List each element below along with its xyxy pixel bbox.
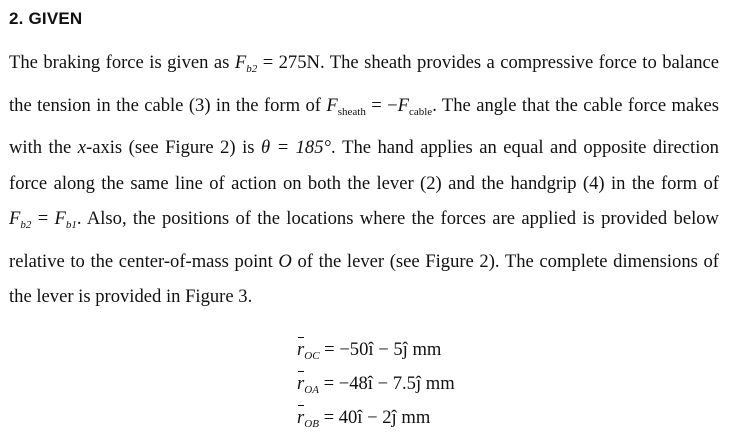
paragraph-text: The braking force is given as xyxy=(9,52,235,73)
vector-symbol: r xyxy=(297,336,304,364)
force-symbol: F xyxy=(234,52,247,73)
paragraph-text: . The sheath provides a compressive force to balance the tension in the cable (3) in the form of xyxy=(9,52,720,116)
position-vector-oa xyxy=(297,370,455,404)
force-symbol: F xyxy=(326,94,338,116)
force-symbol: F xyxy=(54,208,66,229)
vector-value: = −48î − 7.5ĵ mm xyxy=(318,373,455,394)
paragraph-text: . The hand applies an equal and opposite direction force along the same line of action on both the lever (2) and the handgrip (4) in the form of xyxy=(9,137,719,194)
hand-equation: = xyxy=(37,208,49,229)
vector-subscript: OA xyxy=(304,384,319,396)
subscript: b1 xyxy=(65,219,77,231)
paragraph-text: . Also, the positions of the locations where the forces are applied is provided below relative to the center-of-mass point xyxy=(9,208,719,272)
subscript: sheath xyxy=(337,105,366,118)
force-symbol: F xyxy=(397,94,409,116)
paragraph-text: . The angle that the cable force makes with the xyxy=(9,94,720,158)
section-heading: 2. GIVEN xyxy=(9,9,83,28)
subscript: cable xyxy=(408,105,433,118)
given-paragraph xyxy=(9,45,719,315)
vector-symbol: r xyxy=(297,404,304,432)
force-symbol: F xyxy=(9,208,21,229)
paragraph-text: of the lever (see Figure 2). The complete dimensions of the lever is provided in Figure 3. xyxy=(9,250,719,307)
axis-variable: x xyxy=(77,137,87,158)
center-of-mass-point: O xyxy=(278,250,292,272)
paragraph-text: -axis (see Figure 2) is xyxy=(86,137,261,158)
position-vectors xyxy=(297,336,455,438)
vector-subscript: OC xyxy=(304,350,320,362)
braking-force-value: = 275N xyxy=(262,52,320,73)
vector-value: = −50î − 5ĵ mm xyxy=(319,339,442,360)
subscript: b2 xyxy=(20,219,32,231)
vector-symbol: r xyxy=(297,370,304,398)
sheath-equation: = − xyxy=(371,94,398,116)
angle-equation: θ = 185° xyxy=(260,137,331,158)
position-vector-oc xyxy=(297,336,455,370)
subscript: b2 xyxy=(246,63,258,75)
vector-subscript: OB xyxy=(304,418,319,430)
vector-value: = 40î − 2ĵ mm xyxy=(318,407,431,428)
